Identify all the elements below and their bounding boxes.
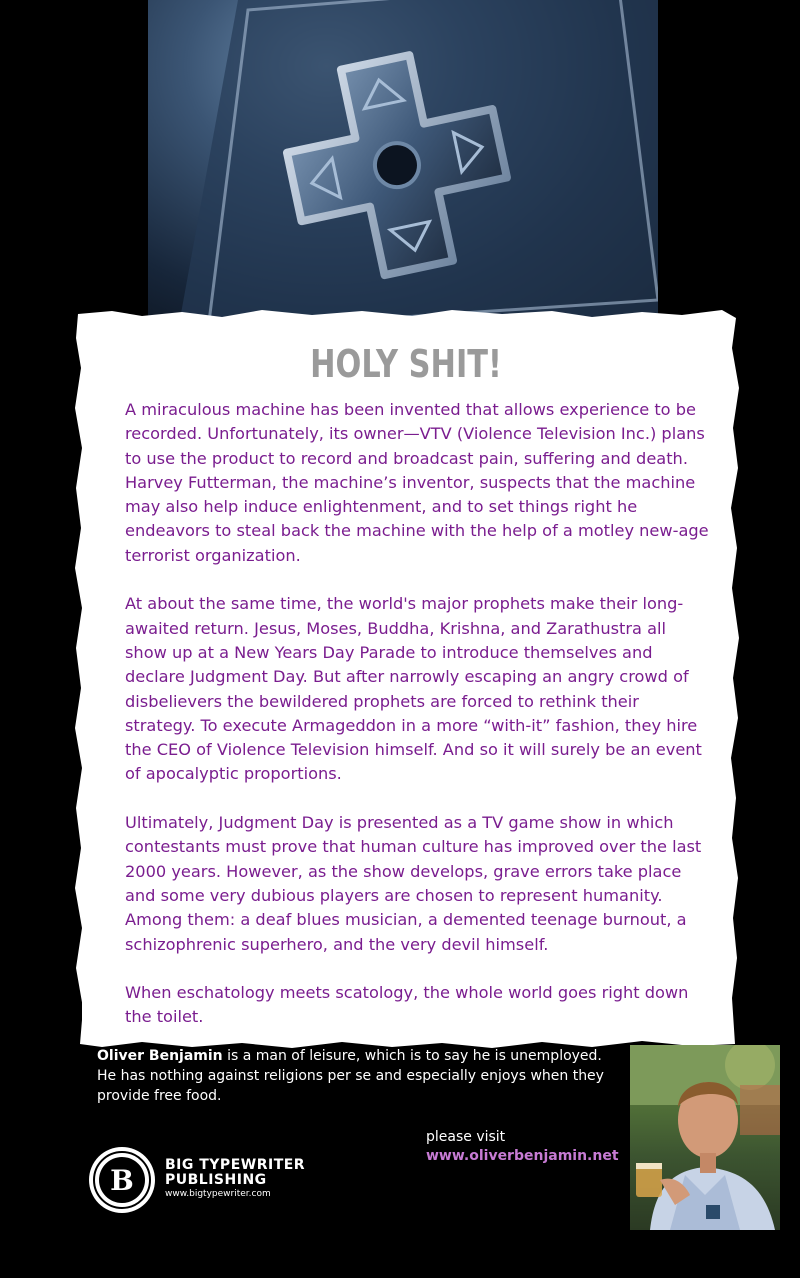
publisher-name-block bbox=[165, 1158, 305, 1199]
controller-dpad-photo bbox=[148, 0, 658, 330]
publisher-logo-letter: B bbox=[110, 1164, 134, 1197]
author-bio bbox=[97, 1046, 617, 1106]
publisher-logo bbox=[87, 1145, 157, 1215]
synopsis-paragraph: Ultimately, Judgment Day is presented as a TV game show in which contestants must prove that human culture has improved over the last 2000 years. However, as the show develops, grave errors take place and some very dubious players are chosen to represent humanity. Among them: a deaf blues musician, a demented teenage burnout, a schizophrenic superhero, and the very devil himself. bbox=[125, 813, 702, 954]
publisher-name-line2: PUBLISHING bbox=[165, 1172, 267, 1188]
author-photo bbox=[630, 1045, 780, 1230]
visit-block bbox=[426, 1128, 619, 1166]
author-website-link[interactable]: www.oliverbenjamin.net bbox=[426, 1148, 619, 1164]
author-name: Oliver Benjamin bbox=[97, 1048, 223, 1064]
headline: HOLY SHIT! bbox=[310, 342, 502, 386]
synopsis-panel bbox=[82, 322, 730, 1038]
synopsis-paragraph: When eschatology meets scatology, the whole world goes right down the toilet. bbox=[125, 983, 689, 1027]
synopsis-paragraph: At about the same time, the world's major prophets make their long-awaited return. Jesus, Moses, Buddha, Krishna, and Zarathustra all show up at a New Years Day Parade to introduce themselves and declare Judgment Day. But after narrowly escaping an angry crowd of disbelievers the bewildered prophets are forced to rethink their strategy. To execute Armageddon in a more “with-it” fashion, they hire the CEO of Violence Television himself. And so it will surely be an event of apocalyptic proportions. bbox=[125, 594, 702, 784]
publisher-name-line1: BIG TYPEWRITER bbox=[165, 1157, 306, 1173]
synopsis bbox=[125, 398, 710, 1054]
author-bio-text: is a man of leisure, which is to say he is unemployed. He has nothing against religions per se and especially enjoys when they provide free food. bbox=[97, 1048, 604, 1104]
publisher-url: www.bigtypewriter.com bbox=[165, 1189, 271, 1199]
synopsis-paragraph: A miraculous machine has been invented that allows experience to be recorded. Unfortunately, its owner—VTV (Violence Television Inc.) plans to use the product to record and broadcast pain, suffering and death. Harvey Futterman, the machine’s inventor, suspects that the machine may also help induce enlightenment, and to set things right he endeavors to steal back the machine with the help of a motley new-age terrorist organization. bbox=[125, 400, 709, 565]
visit-label: please visit bbox=[426, 1129, 506, 1145]
